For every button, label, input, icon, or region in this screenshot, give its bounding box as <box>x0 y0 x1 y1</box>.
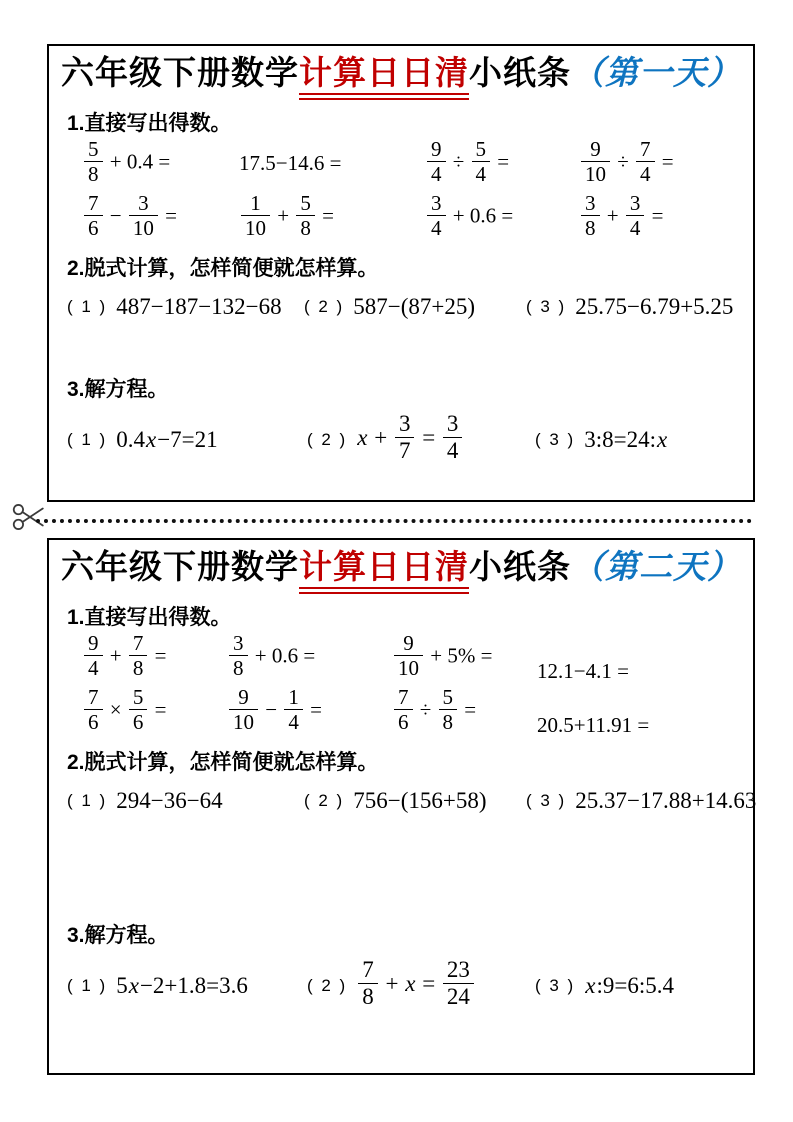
title-suffix: 小纸条 <box>469 54 571 91</box>
math-expression: 17.5−14.6 = <box>239 151 342 176</box>
problem-item <box>67 427 307 453</box>
problem-row <box>67 285 753 329</box>
quick-calc-row <box>82 631 753 685</box>
problem-item <box>526 788 756 814</box>
problem-label: ( 1 ) <box>67 296 108 316</box>
variable-x: x <box>128 972 139 998</box>
math-expression: 294−36−64 <box>116 787 223 813</box>
problem-row <box>67 403 753 477</box>
math-expression: $\frac{7}{8}$ + x = $\frac{23}{24}$ <box>356 960 476 1012</box>
problem-row <box>67 949 753 1023</box>
title-day-label: （第二天） <box>571 548 741 585</box>
section-heading-quick-calc: 1.直接写出得数。 <box>67 111 232 135</box>
math-expression: 20.5+11.91 = <box>537 712 650 737</box>
math-expression: 3:8=24:x <box>584 426 668 452</box>
math-expression: x + $\frac{3}{7}$ = $\frac{3}{4}$ <box>356 414 464 466</box>
problem-item <box>67 294 304 320</box>
fraction: $\frac{3}{8}$ <box>229 632 248 679</box>
fraction: $\frac{3}{4}$ <box>626 192 645 239</box>
fraction: $\frac{7}{6}$ <box>84 192 103 239</box>
problem-row <box>67 779 757 823</box>
fraction: $\frac{3}{7}$ <box>395 412 415 464</box>
fraction: $\frac{1}{10}$ <box>241 192 270 239</box>
title-prefix: 六年级下册数学 <box>61 54 299 91</box>
fraction: $\frac{3}{10}$ <box>129 192 158 239</box>
fraction: $\frac{5}{8}$ <box>439 686 458 733</box>
fraction: $\frac{7}{8}$ <box>358 958 378 1010</box>
problem-label: ( 1 ) <box>67 975 108 995</box>
page-title <box>49 52 753 100</box>
section-heading-quick-calc: 1.直接写出得数。 <box>67 605 232 629</box>
fraction: $\frac{23}{24}$ <box>443 958 474 1010</box>
math-expression: 487−187−132−68 <box>116 293 282 319</box>
math-expression: $\frac{9}{4}$ ÷ $\frac{5}{4}$ = <box>425 140 579 187</box>
math-expression: 587−(87+25) <box>353 293 475 319</box>
quick-calc-row <box>82 685 753 739</box>
fraction: $\frac{5}{8}$ <box>296 192 315 239</box>
problem-item <box>535 973 753 999</box>
math-expression: 5x−2+1.8=3.6 <box>116 972 248 998</box>
fraction: $\frac{9}{4}$ <box>427 138 446 185</box>
dotted-cut-line <box>36 519 752 523</box>
math-expression: $\frac{7}{6}$ × $\frac{5}{6}$ = <box>82 688 227 735</box>
math-expression: 0.4x−7=21 <box>116 426 218 452</box>
fraction: $\frac{9}{10}$ <box>581 138 610 185</box>
math-expression: $\frac{7}{6}$ − $\frac{3}{10}$ = <box>82 194 239 241</box>
problem-label: ( 3 ) <box>535 429 576 449</box>
variable-x: x <box>357 425 368 451</box>
math-expression: $\frac{7}{6}$ ÷ $\frac{5}{8}$ = <box>392 688 537 735</box>
fraction: $\frac{5}{8}$ <box>84 138 103 185</box>
math-expression: $\frac{3}{4}$ + 0.6 = <box>425 194 579 241</box>
variable-x: x <box>657 426 668 452</box>
math-expression: $\frac{3}{8}$ + $\frac{3}{4}$ = <box>579 194 753 241</box>
title-suffix: 小纸条 <box>469 548 571 585</box>
problem-label: ( 3 ) <box>535 975 576 995</box>
fraction: $\frac{7}{6}$ <box>84 686 103 733</box>
fraction: $\frac{7}{6}$ <box>394 686 413 733</box>
page-title <box>49 546 753 594</box>
day2-slip <box>47 538 755 1075</box>
math-expression: $\frac{9}{10}$ + 5% = <box>392 634 537 681</box>
quick-calc-row <box>82 137 753 191</box>
problem-label: ( 1 ) <box>67 429 108 449</box>
fraction: $\frac{5}{4}$ <box>472 138 491 185</box>
section-heading-equations: 3.解方程。 <box>67 377 169 401</box>
problem-label: ( 2 ) <box>304 790 345 810</box>
problem-label: ( 3 ) <box>526 790 567 810</box>
math-expression: $\frac{9}{10}$ ÷ $\frac{7}{4}$ = <box>579 140 753 187</box>
problem-item <box>307 411 535 466</box>
fraction: $\frac{9}{10}$ <box>394 632 423 679</box>
problem-item <box>307 957 535 1012</box>
problem-label: ( 3 ) <box>526 296 567 316</box>
fraction: $\frac{3}{4}$ <box>443 412 463 464</box>
fraction: $\frac{7}{8}$ <box>129 632 148 679</box>
variable-x: x <box>585 972 596 998</box>
section-heading-step-calc: 2.脱式计算，怎样简便就怎样算。 <box>67 256 379 280</box>
day1-slip <box>47 44 755 502</box>
math-expression: $\frac{3}{8}$ + 0.6 = <box>227 634 392 681</box>
variable-x: x <box>145 426 157 452</box>
variable-x: x <box>405 971 416 997</box>
fraction: $\frac{3}{8}$ <box>581 192 600 239</box>
title-day-label: （第一天） <box>571 54 741 91</box>
fraction: $\frac{5}{6}$ <box>129 686 148 733</box>
math-expression: 12.1−4.1 = <box>537 658 629 683</box>
title-highlight: 计算日日清 <box>299 548 469 594</box>
fraction: $\frac{1}{4}$ <box>284 686 303 733</box>
math-expression: $\frac{9}{4}$ + $\frac{7}{8}$ = <box>82 634 227 681</box>
section-heading-equations: 3.解方程。 <box>67 923 169 947</box>
problem-item <box>304 788 526 814</box>
problem-item <box>67 973 307 999</box>
problem-label: ( 2 ) <box>307 975 348 995</box>
scissors-icon <box>11 500 47 534</box>
cut-line-divider <box>0 498 793 538</box>
math-expression: x:9=6:5.4 <box>585 972 674 998</box>
quick-calc-row <box>82 191 753 245</box>
fraction: $\frac{9}{4}$ <box>84 632 103 679</box>
problem-item <box>67 788 304 814</box>
title-highlight: 计算日日清 <box>299 54 469 100</box>
math-expression: 25.37−17.88+14.63 <box>575 787 757 813</box>
math-expression: $\frac{1}{10}$ + $\frac{5}{8}$ = <box>239 194 425 241</box>
section-heading-step-calc: 2.脱式计算，怎样简便就怎样算。 <box>67 750 379 774</box>
title-prefix: 六年级下册数学 <box>61 548 299 585</box>
problem-label: ( 1 ) <box>67 790 108 810</box>
math-expression: 756−(156+58) <box>353 787 487 813</box>
fraction: $\frac{9}{10}$ <box>229 686 258 733</box>
fraction: $\frac{3}{4}$ <box>427 192 446 239</box>
fraction: $\frac{7}{4}$ <box>636 138 655 185</box>
problem-item <box>526 294 753 320</box>
problem-label: ( 2 ) <box>304 296 345 316</box>
math-expression: $\frac{5}{8}$ + 0.4 = <box>82 140 239 187</box>
problem-item <box>304 294 526 320</box>
problem-item <box>535 427 753 453</box>
math-expression: 25.75−6.79+5.25 <box>575 293 734 319</box>
problem-label: ( 2 ) <box>307 429 348 449</box>
math-expression: $\frac{9}{10}$ − $\frac{1}{4}$ = <box>227 688 392 735</box>
